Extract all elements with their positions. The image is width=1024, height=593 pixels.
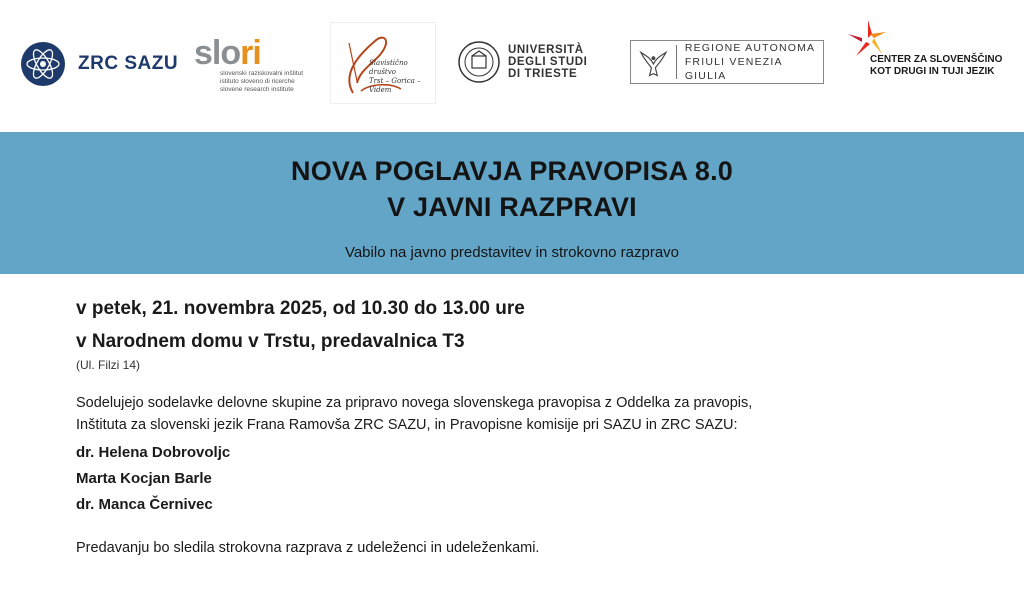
closing-text: Predavanju bo sledila strokovna razprava z udeleženci in udeleženkami. bbox=[76, 540, 540, 556]
regione-line1: REGIONE AUTONOMA bbox=[684, 42, 816, 54]
speaker-name: dr. Manca Černivec bbox=[76, 496, 213, 513]
intro-paragraph bbox=[76, 392, 936, 436]
banner-subtitle: Vabilo na javno predstavitev in strokovno razpravo bbox=[344, 244, 680, 261]
title-line2: V JAVNI RAZPRAVI bbox=[387, 192, 637, 222]
regione-line2: FRIULI VENEZIA GIULIA bbox=[684, 56, 783, 82]
regione-fvg-logo bbox=[630, 40, 824, 84]
slori-line2: istituto sloveno di ricerche bbox=[220, 78, 295, 85]
center-line1: CENTER ZA SLOVENŠČINO bbox=[870, 54, 1003, 65]
slori-wordmark: slori bbox=[194, 34, 261, 72]
slori-line3: slovene research institute bbox=[220, 86, 294, 93]
title-banner bbox=[0, 132, 1024, 274]
event-date-time: v petek, 21. novembra 2025, od 10.30 do 13.00 ure bbox=[76, 298, 525, 319]
speaker-name: Marta Kocjan Barle bbox=[76, 470, 212, 487]
slavisticno-drustvo-logo bbox=[330, 22, 436, 104]
title-line1: NOVA POGLAVJA PRAVOPISA 8.0 bbox=[291, 156, 733, 186]
slavisticno-line1: Slavistično društvo bbox=[369, 59, 408, 76]
slavisticno-line2: Trst – Gorica – Videm bbox=[369, 77, 421, 94]
universita-line2: DEGLI STUDI bbox=[508, 56, 588, 68]
atom-logo-icon bbox=[20, 41, 66, 87]
event-address: (Ul. Filzi 14) bbox=[76, 358, 141, 372]
slori-logo bbox=[194, 36, 314, 98]
zrc-sazu-logo bbox=[20, 40, 180, 88]
logo-bar bbox=[0, 0, 1024, 132]
eagle-icon bbox=[637, 44, 670, 80]
university-seal-icon bbox=[458, 41, 500, 83]
event-venue: v Narodnem domu v Trstu, predavalnica T3 bbox=[76, 331, 465, 352]
center-slovenscino-logo bbox=[846, 18, 1006, 82]
zrc-sazu-text: ZRC SAZU bbox=[78, 53, 179, 74]
regione-divider bbox=[676, 45, 677, 79]
universita-line3: DI TRIESTE bbox=[508, 68, 578, 80]
intro-line2: Inštituta za slovenski jezik Frana Ramovša ZRC SAZU, in Pravopisne komisije pri SAZU in ZRC SAZU: bbox=[76, 417, 738, 433]
universita-trieste-logo bbox=[458, 40, 598, 84]
slori-line1: slovenski raziskovalni inštitut bbox=[220, 70, 304, 77]
center-line2: KOT DRUGI IN TUJI JEZIK bbox=[870, 66, 995, 77]
speaker-list bbox=[76, 440, 230, 518]
universita-line1: UNIVERSITÀ bbox=[508, 44, 584, 56]
intro-line1: Sodelujejo sodelavke delovne skupine za pripravo novega slovenskega pravopisa z Oddelka za pravopis, bbox=[76, 395, 753, 411]
speaker-name: dr. Helena Dobrovoljc bbox=[76, 444, 231, 461]
